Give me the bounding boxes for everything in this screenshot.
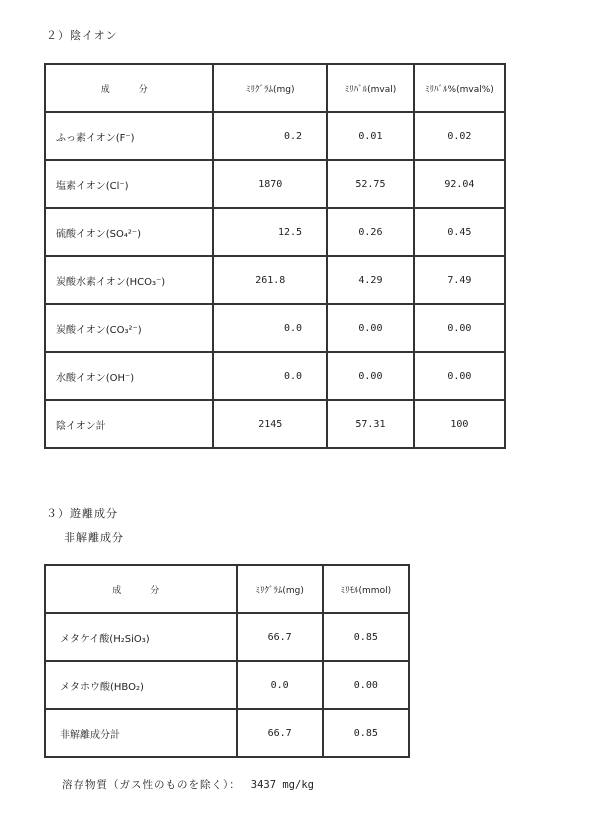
table-row (45, 661, 409, 709)
cell-mval-percent: 100 (414, 400, 505, 448)
cell-mval-percent: 7.49 (414, 256, 505, 304)
cell-mg: 0.0 (213, 304, 327, 352)
cell-mmol: 0.00 (323, 661, 409, 709)
header-mg: ﾐﾘｸﾞﾗﾑ(mg) (213, 64, 327, 112)
cell-mval: 0.26 (327, 208, 414, 256)
cell-mg: 1870 (213, 160, 327, 208)
cell-component: 炭酸イオン(CO₃²⁻) (45, 304, 213, 352)
table-row (45, 208, 505, 256)
header-mmol: ﾐﾘﾓﾙ(mmol) (323, 565, 409, 613)
cell-component: ふっ素イオン(F⁻) (45, 112, 213, 160)
cell-mval-percent: 0.45 (414, 208, 505, 256)
cell-mmol: 0.85 (323, 709, 409, 757)
cell-component: 炭酸水素イオン(HCO₃⁻) (45, 256, 213, 304)
anions-table (44, 63, 506, 449)
cell-mval-percent: 0.02 (414, 112, 505, 160)
header-component: 成 分 (45, 64, 213, 112)
cell-mval: 0.00 (327, 304, 414, 352)
cell-mval-percent: 0.00 (414, 352, 505, 400)
table-row (45, 160, 505, 208)
cell-component: メタホウ酸(HBO₂) (45, 661, 237, 709)
cell-mval: 57.31 (327, 400, 414, 448)
table-total-row (45, 400, 505, 448)
dissolved-matter-value: 3437 mg/kg (250, 779, 314, 791)
table-header-row (45, 64, 505, 112)
cell-mg: 0.0 (237, 661, 323, 709)
table-total-row (45, 709, 409, 757)
header-component: 成 分 (45, 565, 237, 613)
section-non-dissociated-subtitle: 非解離成分 (64, 531, 124, 544)
cell-mg: 66.7 (237, 709, 323, 757)
cell-component: 塩素イオン(Cl⁻) (45, 160, 213, 208)
cell-mg: 261.8 (213, 256, 327, 304)
cell-mg: 0.2 (213, 112, 327, 160)
cell-mval-percent: 92.04 (414, 160, 505, 208)
cell-component: 硫酸イオン(SO₄²⁻) (45, 208, 213, 256)
cell-component: 陰イオン計 (45, 400, 213, 448)
cell-mmol: 0.85 (323, 613, 409, 661)
table-row (45, 613, 409, 661)
cell-mval: 0.01 (327, 112, 414, 160)
cell-component: 非解離成分計 (45, 709, 237, 757)
table-row (45, 256, 505, 304)
table-row (45, 352, 505, 400)
header-mval: ﾐﾘﾊﾞﾙ(mval) (327, 64, 414, 112)
cell-mval-percent: 0.00 (414, 304, 505, 352)
section-anions-title: ２）陰イオン (46, 29, 118, 42)
cell-mg: 0.0 (213, 352, 327, 400)
cell-component: 水酸イオン(OH⁻) (45, 352, 213, 400)
cell-mg: 66.7 (237, 613, 323, 661)
cell-component: メタケイ酸(H₂SiO₃) (45, 613, 237, 661)
cell-mval: 0.00 (327, 352, 414, 400)
header-mval-percent: ﾐﾘﾊﾞﾙ%(mval%) (414, 64, 505, 112)
section-free-components-title: ３）遊離成分 (46, 507, 118, 520)
cell-mval: 4.29 (327, 256, 414, 304)
dissolved-matter-line (62, 777, 314, 792)
cell-mval: 52.75 (327, 160, 414, 208)
table-row (45, 112, 505, 160)
header-mg: ﾐﾘｸﾞﾗﾑ(mg) (237, 565, 323, 613)
cell-mg: 2145 (213, 400, 327, 448)
table-header-row (45, 565, 409, 613)
dissolved-matter-label: 溶存物質（ガス性のものを除く）： (62, 779, 241, 791)
non-dissociated-table (44, 564, 410, 758)
table-row (45, 304, 505, 352)
cell-mg: 12.5 (213, 208, 327, 256)
